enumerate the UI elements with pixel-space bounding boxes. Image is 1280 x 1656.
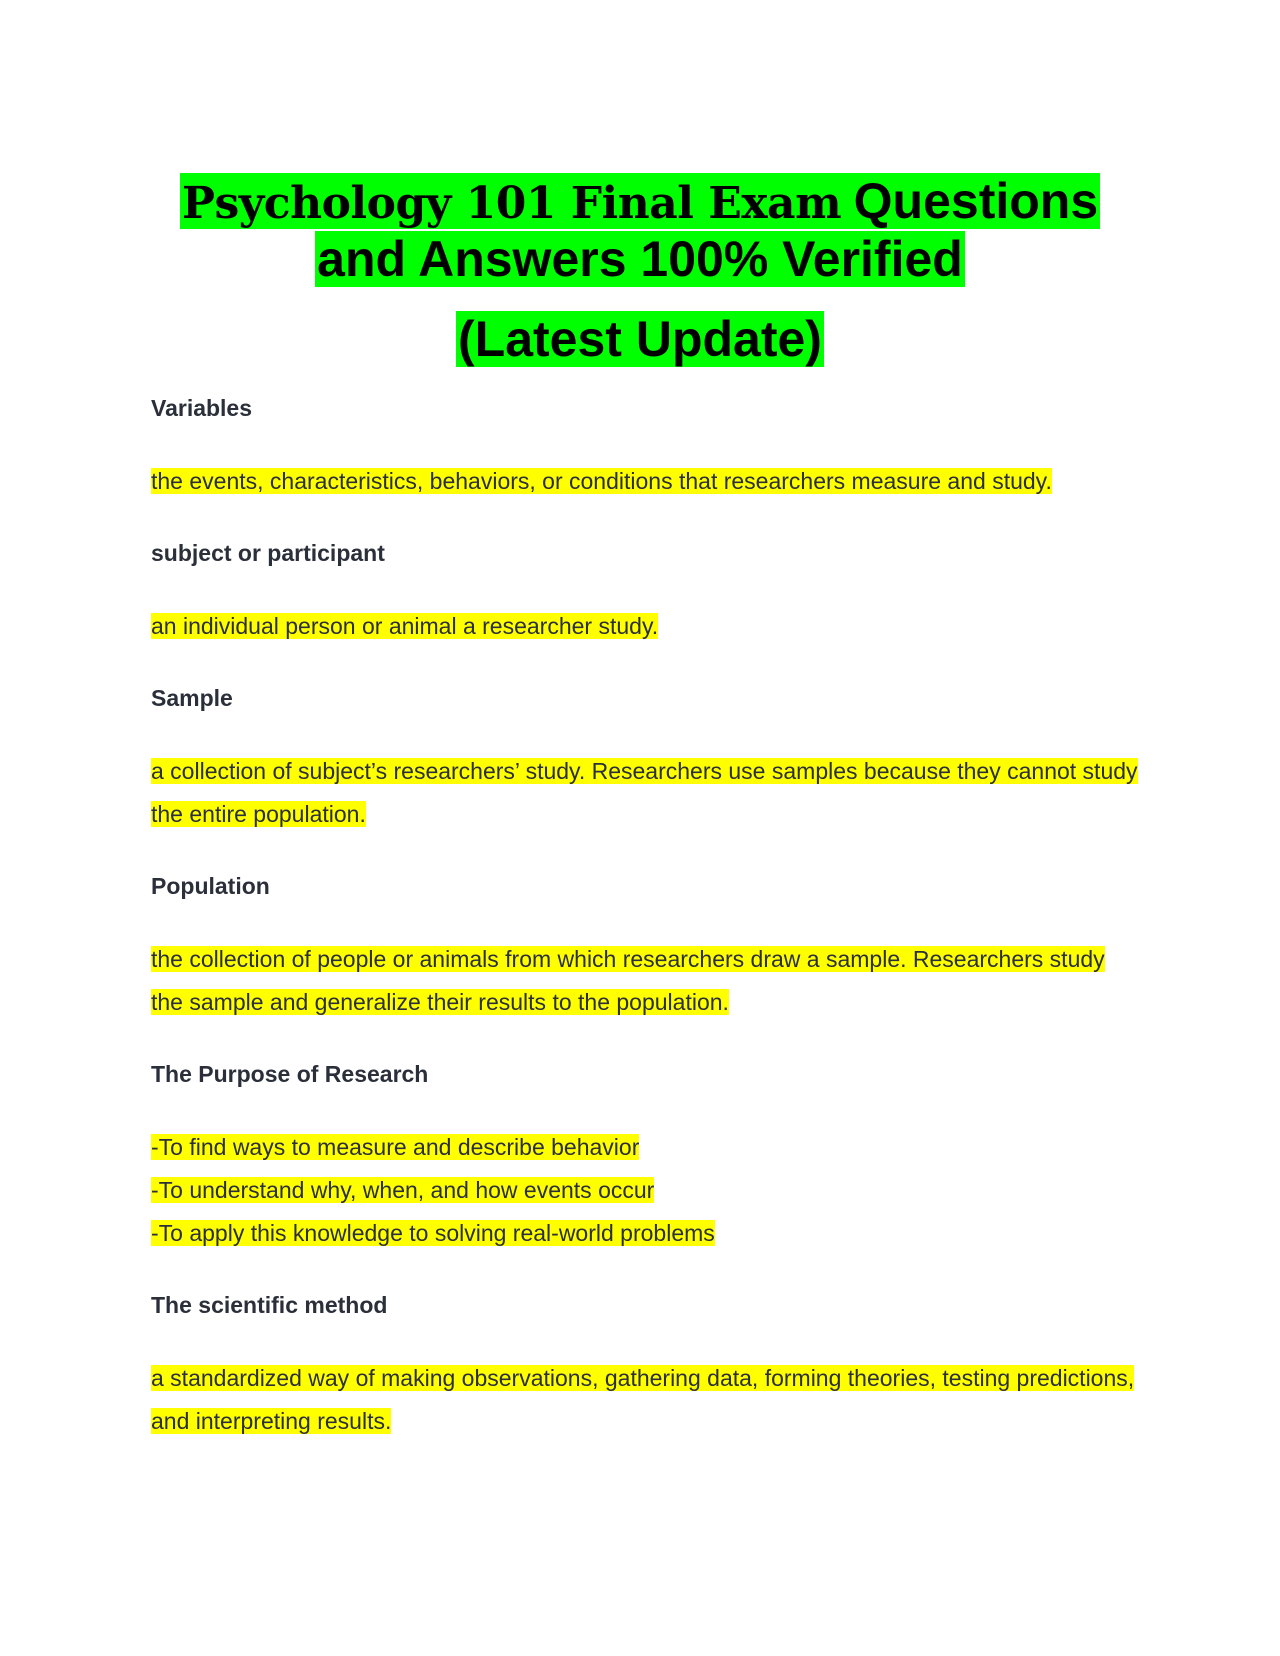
purpose-line: -To apply this knowledge to solving real-world problems (151, 1220, 715, 1246)
term-heading: Variables (151, 395, 253, 421)
qa-entry (151, 684, 1141, 836)
qa-entry (151, 1060, 1141, 1255)
term-heading: subject or participant (151, 540, 385, 566)
term-heading: The Purpose of Research (151, 1061, 429, 1087)
term-heading: Population (151, 873, 270, 899)
definition-text: the events, characteristics, behaviors, or conditions that researchers measure and study. (151, 468, 1052, 494)
definition-text: a standardized way of making observations, gathering data, forming theories, testing predictions, and interpreting results. (151, 1365, 1135, 1434)
term-heading: Sample (151, 685, 233, 711)
title-serif-part: Psychology 101 Final Exam (181, 178, 842, 229)
title-line-1 (0, 172, 1280, 230)
qa-entry (151, 539, 1141, 648)
qa-entry (151, 394, 1141, 503)
qa-list (151, 394, 1141, 1479)
definition-text: a collection of subject’s researchers’ study. Researchers use samples because they cannot study the entire population. (151, 758, 1138, 827)
qa-entry (151, 872, 1141, 1024)
purpose-line: -To find ways to measure and describe behavior (151, 1134, 640, 1160)
qa-entry (151, 1291, 1141, 1443)
title-line-3: (Latest Update) (458, 311, 822, 367)
document-title (0, 172, 1280, 368)
purpose-line: -To understand why, when, and how events occur (151, 1177, 655, 1203)
title-line-2: and Answers 100% Verified (317, 231, 963, 287)
definition-list (151, 1126, 1141, 1255)
definition-text: the collection of people or animals from which researchers draw a sample. Researchers study the sample and generalize their results to the population. (151, 946, 1105, 1015)
term-heading: The scientific method (151, 1292, 388, 1318)
definition-text: an individual person or animal a researcher study. (151, 613, 659, 639)
title-sans-part: Questions (853, 173, 1099, 229)
